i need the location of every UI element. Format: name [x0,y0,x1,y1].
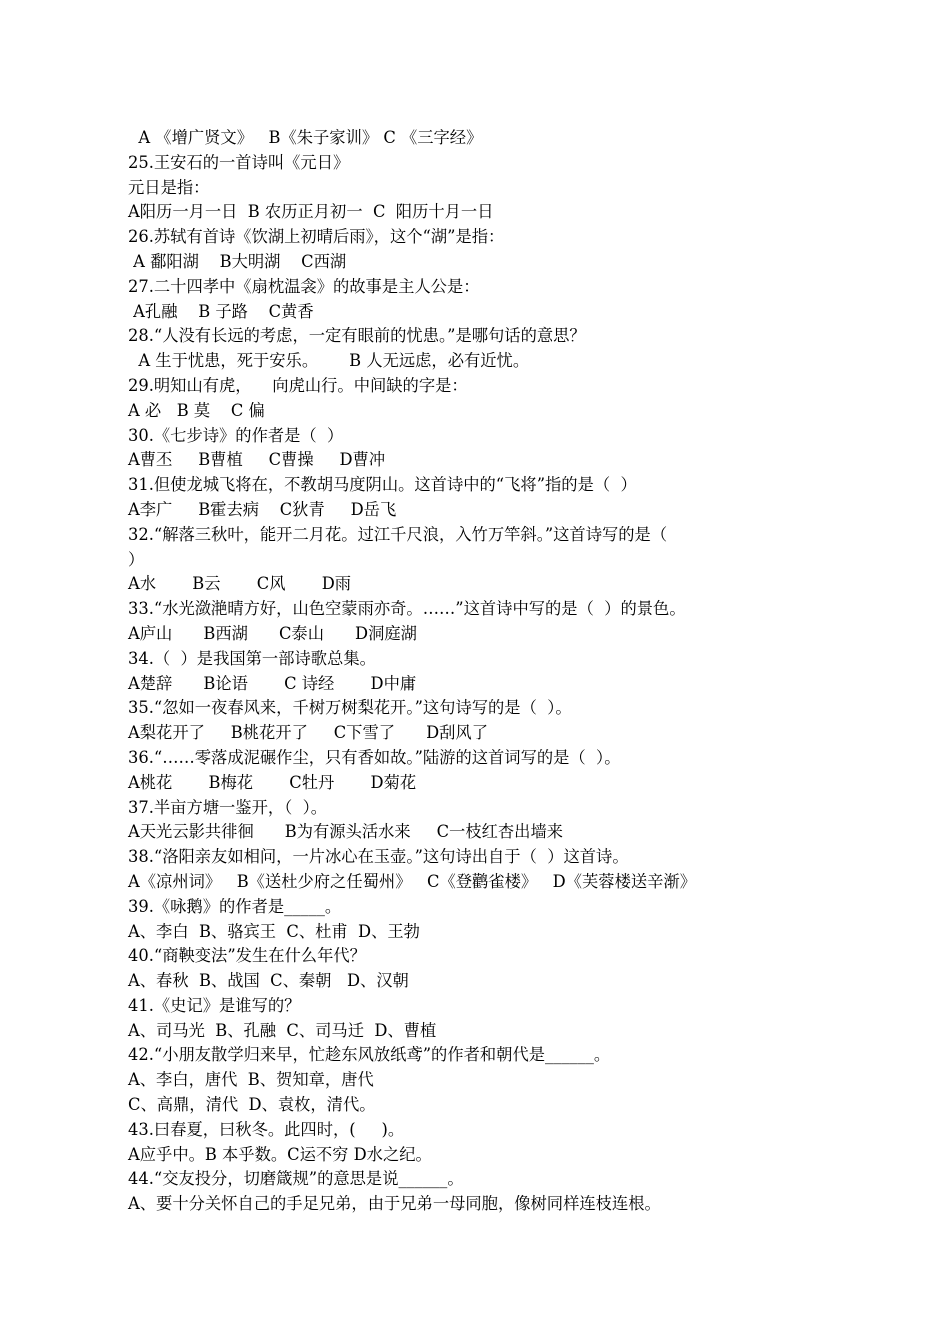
text-line: A孔融 B 子路 C黄香 [128,301,314,321]
text-line: A水 B云 C风 D雨 [128,574,352,594]
text-line: 36.“……零落成泥碾作尘，只有香如故。”陆游的这首词写的是（ ）。 [128,747,621,767]
text-line: 28.“人没有长远的考虑，一定有眼前的忧患。”是哪句话的意思？ [128,326,586,346]
text-line: 27.二十四孝中《扇枕温衾》的故事是主人公是： [128,276,480,296]
text-line: A、李白 B、骆宾王 C、杜甫 D、王勃 [128,921,420,941]
text-line: 44.“交友投分，切磨箴规”的意思是说______。 [128,1169,464,1189]
text-line: A 必 B 莫 C 偏 [128,400,265,420]
text-line: A曹丕 B曹植 C曹操 D曹冲 [128,450,386,470]
text-line: A、李白，唐代 B、贺知章，唐代 [128,1070,374,1090]
text-line: 26.苏轼有首诗《饮湖上初晴后雨》，这个“湖”是指： [128,227,505,247]
text-line: 25.王安石的一首诗叫《元日》 [128,152,350,172]
text-line: 37.半亩方塘一鉴开，（ ）。 [128,797,328,817]
text-line: 38.“洛阳亲友如相问，一片冰心在玉壶。”这句诗出自于（ ）这首诗。 [128,847,629,867]
text-line: 39.《咏鹅》的作者是_____。 [128,896,342,916]
text-line: 34.（ ）是我国第一部诗歌总集。 [128,648,376,668]
text-line: A 鄱阳湖 B大明湖 C西湖 [128,251,347,271]
text-line: 43.曰春夏，曰秋冬。此四时，( )。 [128,1119,405,1139]
text-line: 42.“小朋友散学归来早，忙趁东风放纸鸢”的作者和朝代是______。 [128,1045,611,1065]
text-line: A阳历一月一日 B 农历正月初一 C 阳历十月一日 [128,202,494,222]
text-line: 29.明知山有虎， 向虎山行。中间缺的字是： [128,375,468,395]
text-line: A、春秋 B、战国 C、秦朝 D、汉朝 [128,971,409,991]
text-line: A应乎中。B 本乎数。C运不穷 D水之纪。 [128,1144,432,1164]
text-line: A 生于忧患，死于安乐。 B 人无远虑，必有近忧。 [128,351,530,371]
text-line: A楚辞 B论语 C 诗经 D中庸 [128,673,417,693]
text-line: A天光云影共徘徊 B为有源头活水来 C一枝红杏出墙来 [128,822,564,842]
text-line: C、高鼎，清代 D、袁枚，清代。 [128,1095,376,1115]
text-line: A桃花 B梅花 C牡丹 D菊花 [128,772,417,792]
text-line: 32.“解落三秋叶，能开二月花。过江千尺浪，入竹万竿斜。”这首诗写的是（ [128,524,668,544]
text-line: 40.“商鞅变法”发生在什么年代？ [128,946,366,966]
text-line: A李广 B霍去病 C狄青 D岳飞 [128,499,397,519]
text-line: ） [128,549,145,569]
text-line: A《凉州词》 B《送杜少府之任蜀州》 C《登鹳雀楼》 D《芙蓉楼送辛渐》 [128,871,696,891]
text-line: 41.《史记》是谁写的？ [128,995,301,1015]
text-line: 33.“水光潋滟晴方好，山色空蒙雨亦奇。……”这首诗中写的是（ ）的景色。 [128,599,686,619]
text-line: A梨花开了 B桃花开了 C下雪了 D刮风了 [128,723,488,743]
question-text-body [128,126,828,1217]
text-line: 31.但使龙城飞将在，不教胡马度阴山。这首诗中的“飞将”指的是（ ） [128,475,637,495]
text-line: 30.《七步诗》的作者是（ ） [128,425,344,445]
text-line: A、要十分关怀自己的手足兄弟，由于兄弟一母同胞，像树同样连枝连根。 [128,1194,661,1214]
text-line: A庐山 B西湖 C泰山 D洞庭湖 [128,623,417,643]
text-line: 35.“忽如一夜春风来，千树万树梨花开。”这句诗写的是（ ）。 [128,698,572,718]
text-line: A 《增广贤文》 B《朱子家训》 C 《三字经》 [128,128,483,147]
text-line: A、司马光 B、孔融 C、司马迁 D、曹植 [128,1020,437,1040]
text-line: 元日是指： [128,177,210,197]
